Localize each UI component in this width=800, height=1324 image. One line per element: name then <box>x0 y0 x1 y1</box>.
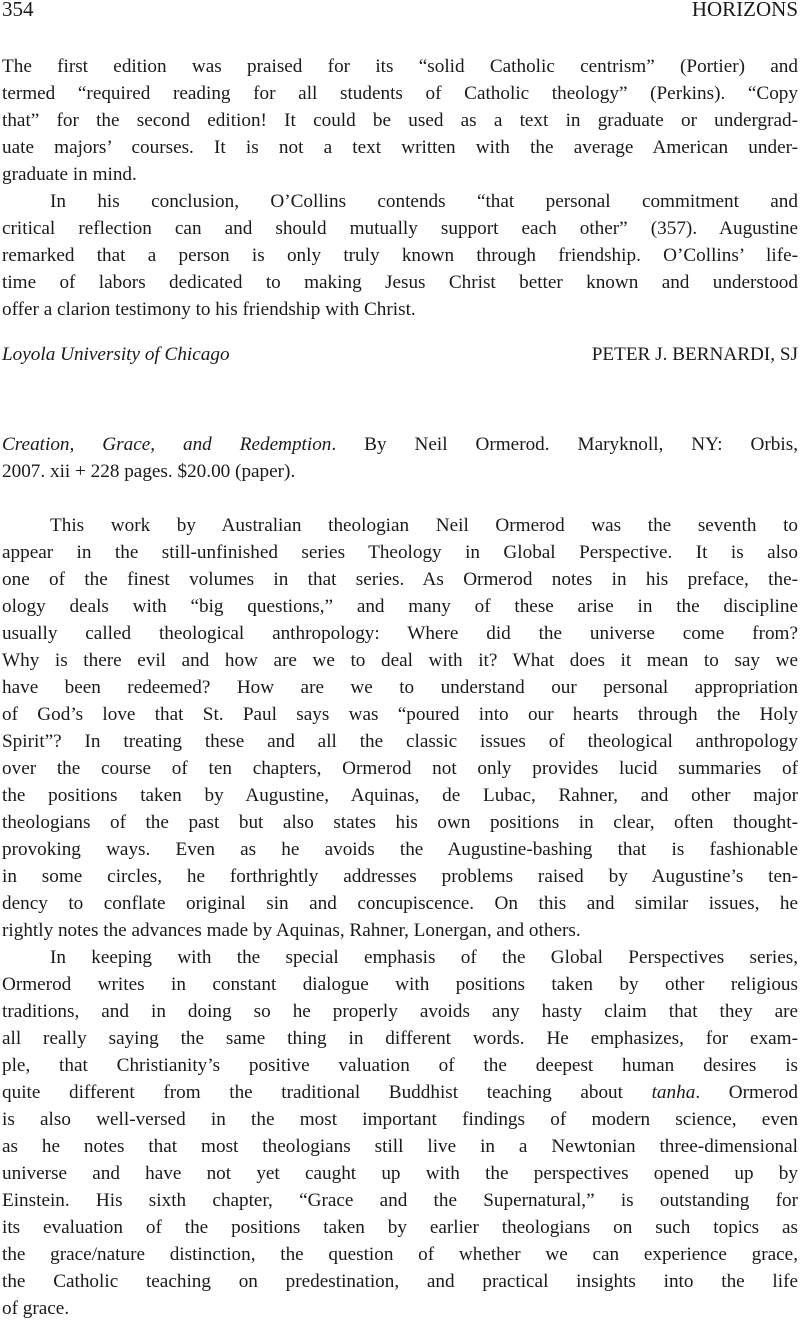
text-line: Einstein. His sixth chapter, “Grace and the Supernatural,” is outstanding for <box>2 1190 798 1211</box>
page-number: 354 <box>2 0 34 21</box>
text-line: In keeping with the special emphasis of the Global Perspectives series, <box>50 947 798 968</box>
text-line: usually called theological anthropology: Where did the universe come from? <box>2 623 798 644</box>
text-line: one of the finest volumes in that series. As Ormerod notes in his preface, the- <box>2 569 798 590</box>
page-header <box>2 0 798 27</box>
text-line: of God’s love that St. Paul says was “poured into our hearts through the Holy <box>2 704 798 725</box>
text-line: uate majors’ courses. It is not a text written with the average American under- <box>2 137 798 158</box>
text-line: quite different from the traditional Buddhist teaching about tanha. Ormerod <box>2 1082 798 1103</box>
text-line: the Catholic teaching on predestination, and practical insights into the life <box>2 1271 798 1292</box>
text-line: time of labors dedicated to making Jesus Christ better known and understood <box>2 272 798 293</box>
text-line: all really saying the same thing in different words. He emphasizes, for exam- <box>2 1028 798 1049</box>
reviewer-name: PETER J. BERNARDI, SJ <box>591 344 798 365</box>
citation-line: 2007. xii + 228 pages. $20.00 (paper). <box>2 461 296 482</box>
running-title: HORIZONS <box>691 0 798 21</box>
text-line: is also well-versed in the most important findings of modern science, even <box>2 1109 798 1130</box>
text-line: traditions, and in doing so he properly avoids any hasty claim that they are <box>2 1001 798 1022</box>
text-line: provoking ways. Even as he avoids the Augustine-bashing that is fashionable <box>2 839 798 860</box>
text-line: Spirit”? In treating these and all the classic issues of theological anthropology <box>2 731 798 752</box>
text-line: its evaluation of the positions taken by earlier theologians on such topics as <box>2 1217 798 1238</box>
text-line: appear in the still-unfinished series Theology in Global Perspective. It is also <box>2 542 798 563</box>
text-line: in some circles, he forthrightly addresses problems raised by Augustine’s ten- <box>2 866 798 887</box>
text-line: ology deals with “big questions,” and many of these arise in the discipline <box>2 596 798 617</box>
text-line: termed “required reading for all students of Catholic theology” (Perkins). “Copy <box>2 83 798 104</box>
text-line: over the course of ten chapters, Ormerod not only provides lucid summaries of <box>2 758 798 779</box>
text-line: universe and have not yet caught up with the perspectives opened up by <box>2 1163 798 1184</box>
text-line: as he notes that most theologians still live in a Newtonian three-dimensional <box>2 1136 798 1157</box>
text-line: graduate in mind. <box>2 164 137 185</box>
text-line: of grace. <box>2 1298 70 1319</box>
review-1-signature <box>2 341 798 368</box>
text-line: the positions taken by Augustine, Aquinas, de Lubac, Rahner, and other major <box>2 785 798 806</box>
text-line: offer a clarion testimony to his friendship with Christ. <box>2 299 416 320</box>
text-line: rightly notes the advances made by Aquinas, Rahner, Lonergan, and others. <box>2 920 581 941</box>
emphasized-term: tanha <box>651 1082 696 1103</box>
text-line: the grace/nature distinction, the question of whether we can experience grace, <box>2 1244 798 1265</box>
text-line: In his conclusion, O’Collins contends “that personal commitment and <box>50 191 798 212</box>
text-line: remarked that a person is only truly known through friendship. O’Collins’ life- <box>2 245 798 266</box>
text-line: ple, that Christianity’s positive valuation of the deepest human desires is <box>2 1055 798 1076</box>
text-line: have been redeemed? How are we to understand our personal appropriation <box>2 677 798 698</box>
text-line: that” for the second edition! It could be used as a text in graduate or undergrad- <box>2 110 798 131</box>
book-title: Creation, Grace, and Redemption <box>2 434 332 455</box>
text-line: This work by Australian theologian Neil Ormerod was the seventh to <box>50 515 798 536</box>
text-line: critical reflection can and should mutually support each other” (357). Augustine <box>2 218 798 239</box>
reviewer-affiliation: Loyola University of Chicago <box>2 344 230 365</box>
text-line: Ormerod writes in constant dialogue with positions taken by other religious <box>2 974 798 995</box>
citation-line: Creation, Grace, and Redemption. By Neil Ormerod. Maryknoll, NY: Orbis, <box>2 434 798 455</box>
text-line: The first edition was praised for its “solid Catholic centrism” (Portier) and <box>2 56 798 77</box>
text-line: theologians of the past but also states his own positions in clear, often thought- <box>2 812 798 833</box>
text-line: Why is there evil and how are we to deal with it? What does it mean to say we <box>2 650 798 671</box>
text-line: dency to conflate original sin and concupiscence. On this and similar issues, he <box>2 893 798 914</box>
